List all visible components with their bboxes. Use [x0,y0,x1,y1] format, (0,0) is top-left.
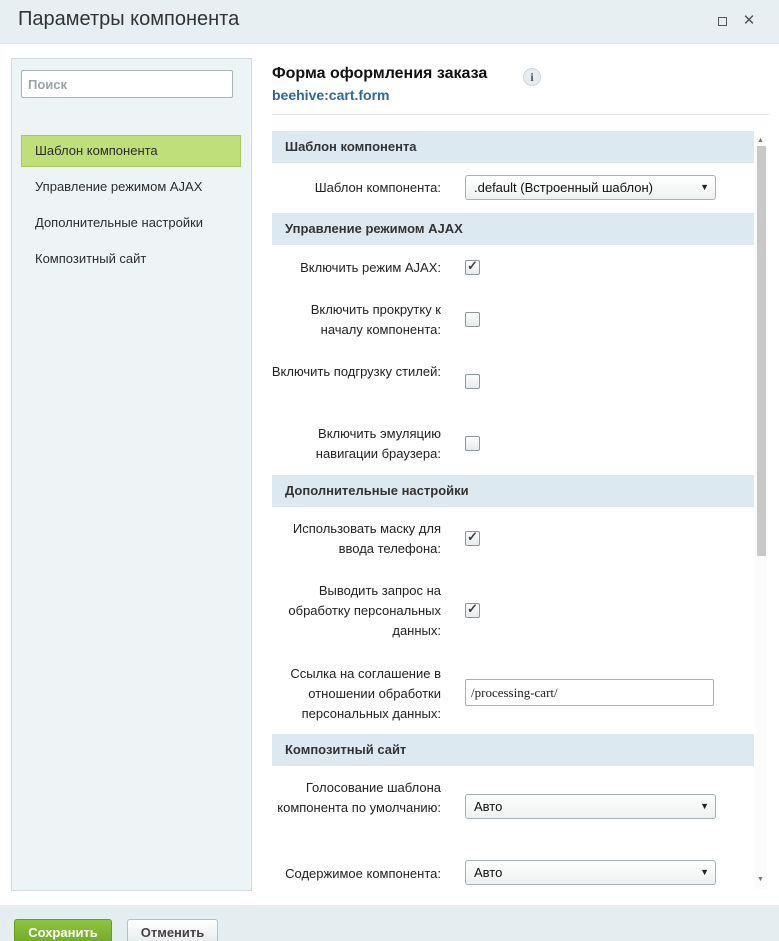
component-content-select[interactable] [465,860,716,885]
sidebar-item-composite[interactable]: Композитный сайт [35,251,147,266]
ajax-scroll-label: Включить прокрутку к началу компонента: [310,302,441,337]
personal-request-label: Выводить запрос на обработку персональных данных: [288,583,441,638]
section-template: Шаблон компонента [272,131,754,163]
check-icon: ✓ [467,258,478,273]
template-vote-select-value: Авто [474,799,503,814]
section-composite: Композитный сайт [272,734,754,766]
ajax-scroll-checkbox[interactable] [465,312,480,327]
agreement-link-label: Ссылка на соглашение в отношении обработки персональных данных: [290,666,441,721]
sidebar [11,58,252,891]
component-content-select-value: Авто [474,865,503,880]
template-label: Шаблон компонента: [314,180,441,195]
template-vote-label: Голосование шаблона компонента по умолчанию: [277,780,441,815]
section-additional: Дополнительные настройки [272,475,754,507]
check-icon: ✓ [467,601,478,616]
ajax-mode-label: Включить режим AJAX: [300,260,441,275]
ajax-history-label: Включить эмуляцию навигации браузера: [315,426,441,461]
ajax-styles-label: Включить подгрузку стилей: [271,364,441,379]
sidebar-item-ajax[interactable]: Управление режимом AJAX [35,179,203,194]
search-input[interactable] [21,70,233,98]
scroll-down-icon[interactable]: ▼ [757,876,764,883]
personal-request-checkbox[interactable] [465,603,480,618]
check-icon: ✓ [467,529,478,544]
template-select-value: .default (Встроенный шаблон) [474,180,653,195]
ajax-history-checkbox[interactable] [465,436,480,451]
scrollbar-thumb[interactable] [757,146,766,556]
ajax-styles-checkbox[interactable] [465,374,480,389]
cancel-button[interactable]: Отменить [127,919,218,941]
select-arrow-icon: ▼ [700,182,709,192]
save-button[interactable]: Сохранить [14,919,112,941]
scroll-up-icon[interactable]: ▲ [757,137,764,144]
template-select[interactable] [465,175,716,200]
sidebar-item-template[interactable]: Шаблон компонента [21,135,241,167]
close-icon[interactable]: ✕ [742,12,756,29]
window-title: Параметры компонента [18,8,240,30]
select-arrow-icon: ▼ [700,801,709,811]
header-divider [272,114,769,115]
dialog-content [0,44,779,905]
agreement-link-input[interactable] [465,679,714,706]
template-vote-select[interactable] [465,794,716,819]
phone-mask-checkbox[interactable] [465,531,480,546]
window-titlebar [0,0,779,44]
maximize-icon[interactable] [713,12,731,30]
info-icon[interactable]: i [523,68,541,86]
select-arrow-icon: ▼ [700,867,709,877]
section-ajax: Управление режимом AJAX [272,213,754,245]
component-code: beehive:cart.form [272,87,390,103]
sidebar-item-additional[interactable]: Дополнительные настройки [35,215,204,230]
page-title: Форма оформления заказа [272,65,488,82]
ajax-mode-checkbox[interactable] [465,260,480,275]
component-content-label: Содержимое компонента: [285,866,441,881]
phone-mask-label: Использовать маску для ввода телефона: [292,521,441,556]
